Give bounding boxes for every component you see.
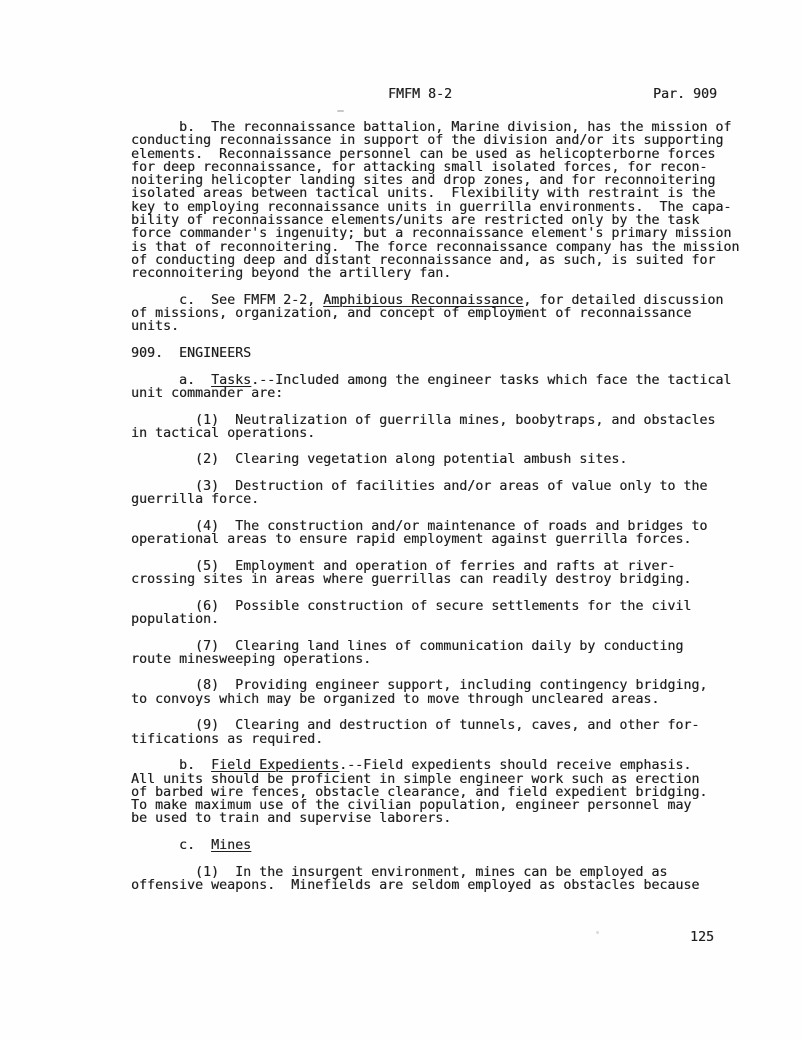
text-line: of conducting deep and distant reconnaissance and, as such, is suited for xyxy=(131,252,716,268)
item-1-neutralization xyxy=(131,414,771,441)
document-body xyxy=(131,121,771,892)
text-line: of missions, organization, and concept of employment of reconnaissance xyxy=(131,306,692,322)
text-line: noitering helicopter landing sites and drop zones, and for reconnoitering xyxy=(131,173,716,189)
item-4-roads-and-bridges xyxy=(131,520,771,547)
text-line: unit commander are: xyxy=(131,385,284,401)
text-line: c. Mines xyxy=(131,838,252,854)
header-doc-id: FMFM 8-2 xyxy=(388,87,453,102)
para-c-mines xyxy=(131,839,771,852)
text-line: All units should be proficient in simple engineer work such as erection xyxy=(131,771,700,787)
item-7-route-minesweeping xyxy=(131,640,771,667)
para-b-field-expedients xyxy=(131,759,771,825)
item-2-clearing-vegetation xyxy=(131,453,771,466)
para-a-tasks xyxy=(131,374,771,401)
text-line: tifications as required. xyxy=(131,731,324,747)
text-line: force commander's ingenuity; but a reconnaissance element's primary mission xyxy=(131,226,732,242)
text-line: route minesweeping operations. xyxy=(131,651,372,667)
text-line: reconnoitering beyond the artillery fan. xyxy=(131,266,452,282)
text-line: elements. Reconnaissance personnel can be used as helicopterborne forces xyxy=(131,146,716,162)
text-line: offensive weapons. Minefields are seldom employed as obstacles because xyxy=(131,877,700,893)
text-line: conducting reconnaissance in support of the division and/or its supporting xyxy=(131,133,724,149)
item-5-ferries-and-rafts xyxy=(131,560,771,587)
text-line: (8) Providing engineer support, including contingency bridging, xyxy=(131,678,708,694)
text-line: is that of reconnoitering. The force reconnaissance company has the mission xyxy=(131,239,740,255)
text-line: guerrilla force. xyxy=(131,492,260,508)
header-paragraph-ref: Par. 909 xyxy=(653,87,718,102)
text-line: bility of reconnaissance elements/units are restricted only by the task xyxy=(131,213,700,229)
text-line: (1) In the insurgent environment, mines can be employed as xyxy=(131,864,668,880)
text-line: a. Tasks.--Included among the engineer tasks which face the tactical xyxy=(131,372,732,388)
text-line: be used to train and supervise laborers. xyxy=(131,811,452,827)
text-line: to convoys which may be organized to move through uncleared areas. xyxy=(131,691,660,707)
text-line: units. xyxy=(131,319,180,335)
text-line: (3) Destruction of facilities and/or areas of value only to the xyxy=(131,479,708,495)
text-line: (7) Clearing land lines of communication daily by conducting xyxy=(131,638,684,654)
text-line: (5) Employment and operation of ferries and rafts at river- xyxy=(131,558,676,574)
item-6-secure-settlements xyxy=(131,600,771,627)
heading-909-engineers xyxy=(131,347,771,360)
text-line: (9) Clearing and destruction of tunnels, caves, and other for- xyxy=(131,718,700,734)
text-line: (2) Clearing vegetation along potential ambush sites. xyxy=(131,452,628,468)
text-line: b. Field Expedients.--Field expedients should receive emphasis. xyxy=(131,758,692,774)
text-line: (6) Possible construction of secure settlements for the civil xyxy=(131,598,692,614)
text-line: To make maximum use of the civilian population, engineer personnel may xyxy=(131,798,692,814)
text-line: population. xyxy=(131,611,220,627)
page-number: 125 xyxy=(690,930,715,945)
text-line: in tactical operations. xyxy=(131,425,316,441)
text-line: for deep reconnaissance, for attacking small isolated forces, for recon- xyxy=(131,159,708,175)
para-b-reconnaissance-battalion xyxy=(131,121,771,281)
text-line: key to employing reconnaissance units in guerrilla environments. The capa- xyxy=(131,199,732,215)
item-1-mines-offensive xyxy=(131,866,771,893)
scan-artifact-speck xyxy=(337,110,344,112)
text-line: isolated areas between tactical units. Flexibility with restraint is the xyxy=(131,186,716,202)
para-c-fmfm-2-2-reference xyxy=(131,294,771,334)
text-line: operational areas to ensure rapid employment against guerrilla forces. xyxy=(131,532,692,548)
text-line: c. See FMFM 2-2, Amphibious Reconnaissance, for detailed discussion xyxy=(131,292,724,308)
text-line: crossing sites in areas where guerrillas can readily destroy bridging. xyxy=(131,572,692,588)
text-line: (1) Neutralization of guerrilla mines, boobytraps, and obstacles xyxy=(131,412,716,428)
scan-artifact-speck xyxy=(596,931,599,934)
text-line: (4) The construction and/or maintenance of roads and bridges to xyxy=(131,518,708,534)
text-line: b. The reconnaissance battalion, Marine division, has the mission of xyxy=(131,120,732,135)
item-3-destruction-of-facilities xyxy=(131,480,771,507)
text-line: 909. ENGINEERS xyxy=(131,346,252,362)
item-9-tunnels-caves xyxy=(131,719,771,746)
text-line: of barbed wire fences, obstacle clearance, and field expedient bridging. xyxy=(131,784,708,800)
item-8-engineer-support-convoys xyxy=(131,679,771,706)
